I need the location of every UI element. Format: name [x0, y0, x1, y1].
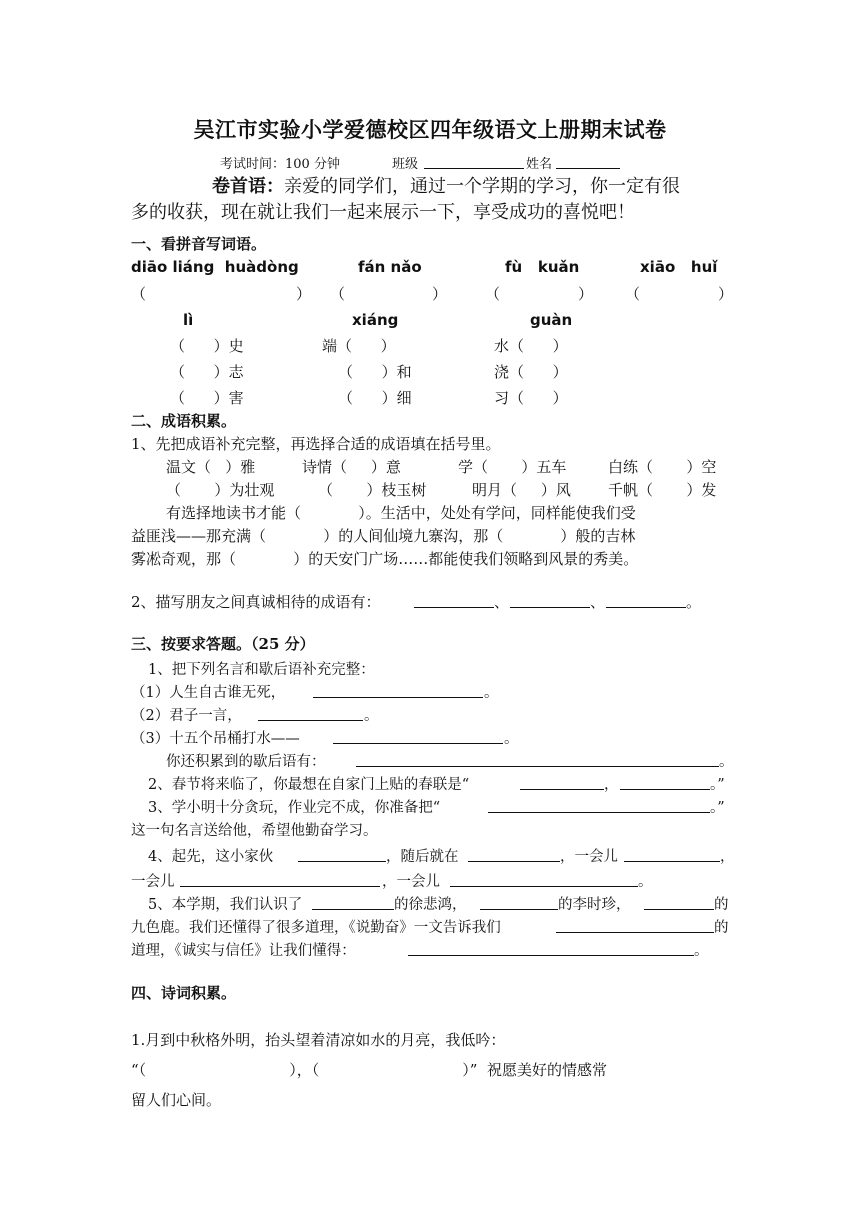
idiom-1[interactable]: 温文（ ）雅 [166, 458, 256, 476]
section2-q1: 1、先把成语补充完整，再选择合适的成语填在括号里。 [131, 435, 501, 453]
poem-question: 1.月到中秋格外明，抬头望着清凉如水的月亮，我低吟： [131, 1031, 506, 1049]
pinyin-3: fù kuǎn [505, 258, 580, 276]
motto-question: 3、学小明十分贪玩，作业完不成，你准备把“ [148, 800, 441, 816]
saying-1-period: 。 [484, 685, 499, 701]
bracket-open-1[interactable]: （ [131, 285, 147, 303]
q5-blank-3[interactable] [644, 909, 714, 910]
guan-item-2[interactable]: 浇（ ） [494, 363, 568, 381]
friend-idiom-blank-1[interactable] [414, 607, 494, 608]
couplet-end: 。” [710, 777, 725, 793]
pinyin-4: xiāo huǐ [640, 258, 718, 276]
saying-2: （2）君子一言， [131, 708, 242, 724]
couplet-question: 2、春节将来临了，你最想在自家门上贴的春联是“ [148, 777, 470, 793]
pinyin-guan: guàn [530, 311, 573, 329]
motto-question-2: 这一句名言送给他，希望他勤奋学习。 [131, 823, 378, 839]
bracket-close-3: ） [578, 285, 594, 303]
couplet-blank-2[interactable] [620, 789, 710, 790]
saying-2-period: 。 [364, 708, 379, 724]
xiehouyu-period: 。 [719, 754, 734, 770]
q5-part-e: 九色鹿。我们还懂得了很多道理，《说勤奋》一文告诉我们 [131, 920, 501, 936]
guan-item-3[interactable]: 习（ ） [494, 389, 568, 407]
q4-part-e: 一会儿 [131, 874, 175, 890]
name-label: 姓名 [526, 157, 553, 172]
idiom-para-2: 益匪浅——那充满（ ）的人间仙境九寨沟，那（ ）般的吉林 [131, 527, 636, 545]
q5-part-d: 的 [714, 897, 729, 913]
q5-blank-2[interactable] [480, 909, 558, 910]
friend-sep-2: 、 [590, 593, 606, 611]
section3-heading: 三、按要求答题。（25 分） [131, 635, 315, 653]
q5-part-f: 的 [714, 920, 729, 936]
bracket-close-1: ） [296, 285, 312, 303]
bracket-open-4[interactable]: （ [625, 285, 641, 303]
q4-part-f: ，一会儿 [382, 874, 440, 890]
q5-part-c: 的李时珍， [558, 897, 631, 913]
q4-part-g: 。 [638, 874, 653, 890]
idiom-2[interactable]: 诗情（ ）意 [302, 458, 401, 476]
saying-3-blank[interactable] [333, 743, 503, 744]
q4-blank-5[interactable] [450, 886, 638, 887]
intro-line1 [212, 172, 680, 198]
li-item-1[interactable]: （ ）史 [170, 337, 244, 355]
q4-part-a: 4、起先，这小家伙 [148, 849, 274, 865]
bracket-open-3[interactable]: （ [485, 285, 501, 303]
q5-part-a: 5、本学期，我们认识了 [148, 897, 303, 913]
pinyin-2: fán nǎo [358, 258, 422, 276]
friend-idiom-blank-2[interactable] [510, 607, 590, 608]
couplet-blank-1[interactable] [520, 789, 604, 790]
idiom-para-1: 有选择地读书才能（ ）。生活中，处处有学问，同样能使我们受 [166, 504, 636, 522]
section3-q1: 1、把下列名言和歇后语补充完整： [148, 662, 375, 678]
saying-1: （1）人生自古谁无死， [131, 685, 286, 701]
section2-q2: 2、描写朋友之间真诚相待的成语有： [131, 593, 381, 611]
name-blank[interactable] [556, 168, 620, 169]
q5-part-g: 道理，《诚实与信任》让我们懂得： [131, 943, 356, 959]
pinyin-xiang: xiáng [352, 311, 399, 329]
bracket-open-2[interactable]: （ [330, 285, 346, 303]
q5-blank-4[interactable] [556, 932, 714, 933]
xiang-item-1[interactable]: 端（ ） [322, 337, 396, 355]
q4-part-c: ，一会儿 [560, 849, 618, 865]
friend-idiom-blank-3[interactable] [606, 607, 686, 608]
idiom-4[interactable]: 白练（ ）空 [608, 458, 717, 476]
class-label: 班级 [392, 157, 419, 172]
poem-blanks[interactable]: “（ ），（ ）” 祝愿美好的情感常 [131, 1061, 607, 1079]
section1-heading: 一、看拼音写词语。 [131, 235, 267, 253]
idiom-7[interactable]: 明月（ ）风 [472, 481, 571, 499]
saying-3: （3）十五个吊桶打水—— [131, 731, 300, 747]
class-blank[interactable] [424, 168, 524, 169]
idiom-para-3: 雾凇奇观，那（ ）的天安门广场……都能使我们领略到风景的秀美。 [131, 550, 639, 568]
xiehouyu-more: 你还积累到的歇后语有： [166, 754, 326, 770]
q4-blank-2[interactable] [468, 861, 560, 862]
poem-tail: 留人们心间。 [131, 1091, 222, 1109]
saying-3-period: 。 [504, 731, 519, 747]
q5-part-h: 。 [694, 943, 709, 959]
intro-lead: 卷首语： [212, 176, 284, 197]
q5-blank-1[interactable] [312, 909, 394, 910]
bracket-close-2: ） [432, 285, 448, 303]
motto-end: 。” [710, 800, 725, 816]
xiang-item-3[interactable]: （ ）细 [338, 389, 412, 407]
guan-item-1[interactable]: 水（ ） [494, 337, 568, 355]
motto-blank[interactable] [488, 812, 710, 813]
q4-blank-4[interactable] [180, 886, 380, 887]
exam-time: 考试时间：100 分钟 [220, 157, 340, 172]
friend-sep-3: 。 [686, 593, 702, 611]
bracket-close-4: ） [718, 285, 734, 303]
pinyin-li: lì [183, 311, 194, 329]
q4-part-b: ，随后就在 [386, 849, 459, 865]
li-item-2[interactable]: （ ）志 [170, 363, 244, 381]
section4-heading: 四、诗词积累。 [131, 984, 237, 1002]
couplet-comma: ， [604, 777, 619, 793]
q5-part-b: 的徐悲鸿， [394, 897, 467, 913]
li-item-3[interactable]: （ ）害 [170, 389, 244, 407]
idiom-8[interactable]: 千帆（ ）发 [608, 481, 717, 499]
page-title: 吴江市实验小学爱德校区四年级语文上册期末试卷 [193, 117, 667, 142]
q4-blank-3[interactable] [624, 861, 720, 862]
q4-part-d: ， [720, 849, 735, 865]
section2-heading: 二、成语积累。 [131, 412, 237, 430]
pinyin-1: diāo liáng huàdòng [131, 258, 299, 276]
xiang-item-2[interactable]: （ ）和 [338, 363, 412, 381]
idiom-3[interactable]: 学（ ）五车 [458, 458, 567, 476]
idiom-6[interactable]: （ ）枝玉树 [318, 481, 427, 499]
saying-1-blank[interactable] [313, 697, 483, 698]
intro-text-1: 亲爱的同学们，通过一个学期的学习，你一定有很 [284, 176, 680, 197]
q4-blank-1[interactable] [298, 861, 386, 862]
q5-blank-5[interactable] [408, 955, 694, 956]
saying-2-blank[interactable] [258, 720, 363, 721]
intro-line2: 多的收获，现在就让我们一起来展示一下，享受成功的喜悦吧！ [131, 202, 635, 223]
xiehouyu-blank[interactable] [356, 766, 719, 767]
friend-sep-1: 、 [494, 593, 510, 611]
idiom-5[interactable]: （ ）为壮观 [166, 481, 275, 499]
